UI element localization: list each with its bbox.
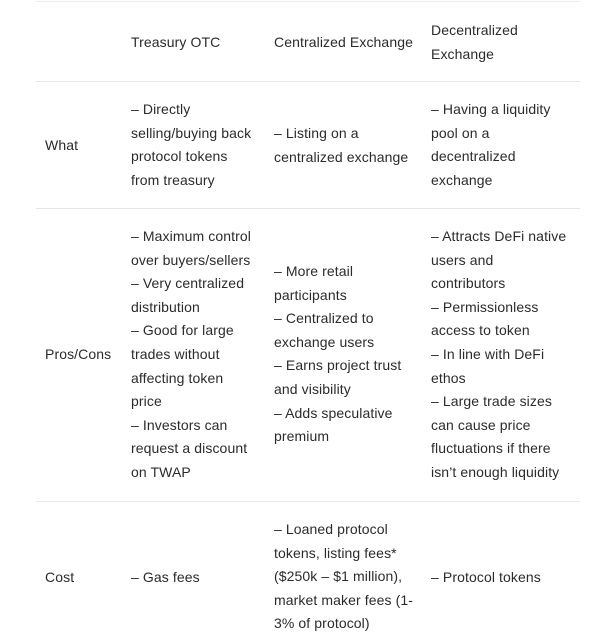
row-label-what: What: [45, 137, 79, 153]
table-row-what: [36, 82, 580, 209]
header-decentralized-exchange: Decentralized Exchange: [431, 22, 518, 62]
comparison-table: [36, 2, 580, 644]
table-header-row: [36, 2, 580, 82]
header-treasury-otc: Treasury OTC: [131, 34, 221, 50]
cell-what-centralized-exchange: – Listing on a centralized exchange: [274, 125, 409, 165]
cell-cost-treasury-otc: – Gas fees: [131, 569, 200, 585]
cell-what-decentralized-exchange: – Having a liquidity pool on a decentralized exchange: [431, 101, 551, 188]
cell-pros-cons-treasury-otc: – Maximum control over buyers/sellers – Very centralized distribution – Good for large trades without affecting token price – Investors can request a discount on TWAP: [131, 228, 251, 480]
cell-pros-cons-decentralized-exchange: – Attracts DeFi native users and contributors – Permissionless access to token – In line with DeFi ethos – Large trade sizes can cause price fluctuations if there isn’t enough liquidity: [431, 228, 567, 480]
cell-cost-decentralized-exchange: – Protocol tokens: [431, 569, 541, 585]
table-row-cost: [36, 502, 580, 644]
row-label-cost: Cost: [45, 569, 75, 585]
cell-pros-cons-centralized-exchange: – More retail participants – Centralized to exchange users – Earns project trust and visibility – Adds speculative premium: [274, 263, 402, 445]
row-label-pros-cons: Pros/Cons: [45, 346, 112, 362]
cell-what-treasury-otc: – Directly selling/buying back protocol tokens from treasury: [131, 101, 252, 188]
header-centralized-exchange: Centralized Exchange: [274, 34, 413, 50]
cell-cost-centralized-exchange: – Loaned protocol tokens, listing fees* ($250k – $1 million), market maker fees (1- 3% of protocol): [274, 521, 414, 632]
table-row-pros-cons: [36, 209, 580, 502]
